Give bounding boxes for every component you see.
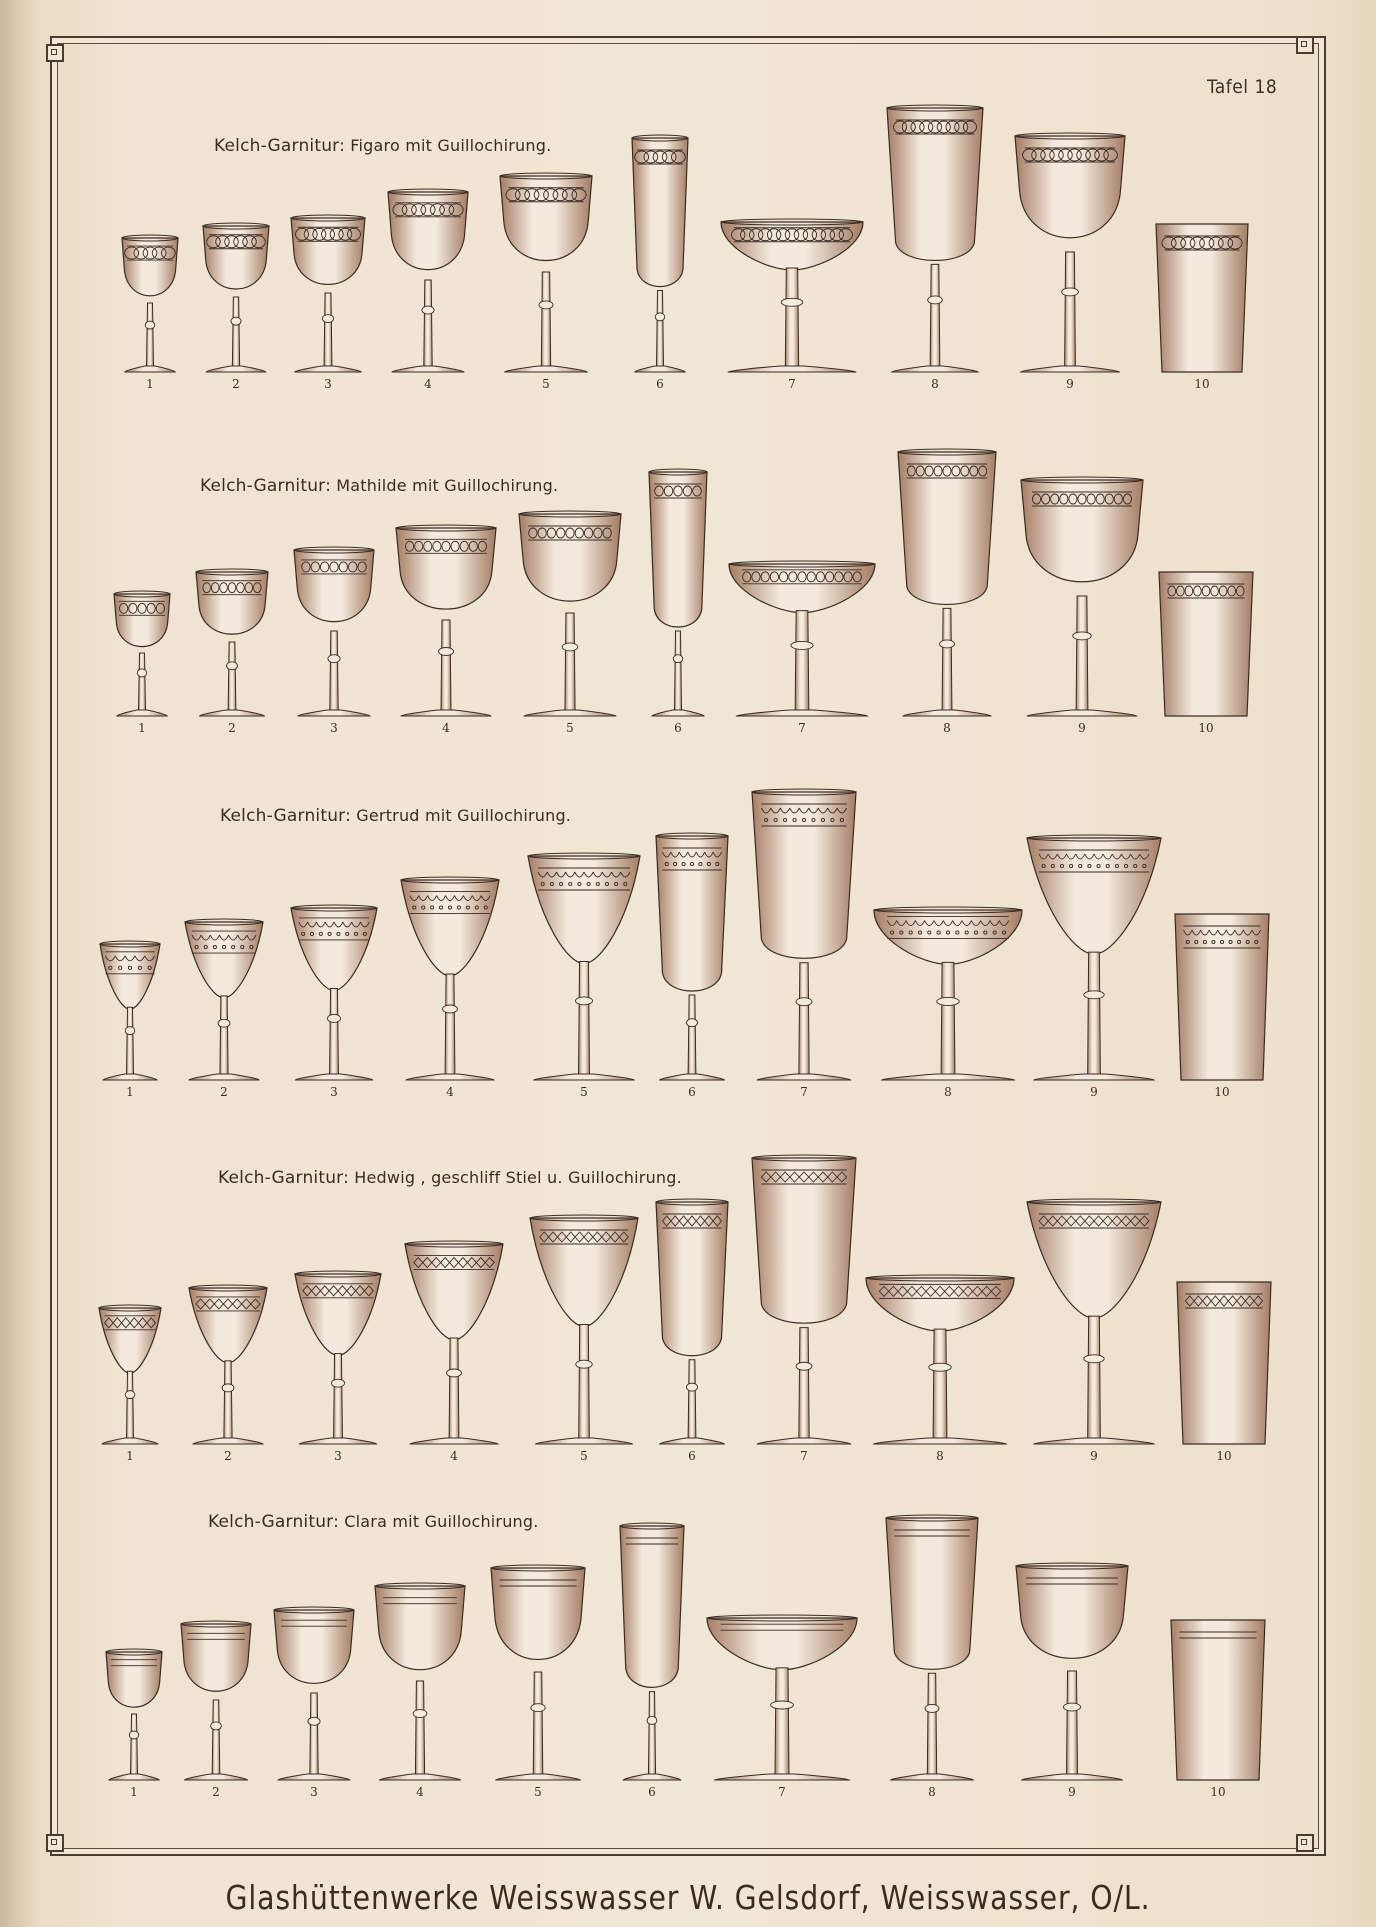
series-name: Clara [339, 1512, 393, 1531]
glass-cone-4 [405, 1241, 503, 1463]
item-number: 6 [648, 1785, 656, 1799]
item-number: 5 [534, 1785, 542, 1799]
frame-corner-ornament [46, 44, 64, 62]
item-number: 8 [936, 1449, 944, 1463]
glass-tall-8 [886, 1515, 978, 1799]
item-number: 10 [1194, 377, 1210, 391]
glass-wine-3 [294, 547, 374, 735]
item-number: 5 [580, 1449, 588, 1463]
glass-wine-3 [274, 1607, 354, 1799]
item-number: 7 [778, 1785, 786, 1799]
item-number: 1 [130, 1785, 138, 1799]
glass-wine-5 [491, 1565, 585, 1799]
item-number: 9 [1066, 377, 1074, 391]
glass-flute-6 [656, 1199, 728, 1463]
glass-cone-2 [189, 1285, 267, 1463]
glass-flute-6 [620, 1523, 684, 1799]
glass-wine-1 [122, 235, 178, 391]
item-number: 2 [232, 377, 240, 391]
item-number: 5 [542, 377, 550, 391]
series-name: Gertrud [351, 806, 425, 825]
glass-cone-3 [295, 1271, 381, 1463]
item-number: 4 [416, 1785, 424, 1799]
glass-coupe-8 [874, 907, 1022, 1099]
item-number: 5 [566, 721, 574, 735]
item-number: 10 [1216, 1449, 1232, 1463]
item-number: 6 [656, 377, 664, 391]
glass-wine-4 [375, 1583, 465, 1799]
item-number: 6 [674, 721, 682, 735]
glass-flute-6 [656, 833, 728, 1099]
item-number: 2 [224, 1449, 232, 1463]
item-number: 8 [943, 721, 951, 735]
glass-cone-1 [100, 941, 160, 1099]
glass-goblet-9 [1021, 477, 1143, 735]
series-title-prefix: Kelch-Garnitur: [200, 476, 331, 496]
glass-tumbler-10 [1171, 1620, 1265, 1799]
glass-tumbler-10 [1156, 224, 1248, 391]
series-title-prefix: Kelch-Garnitur: [218, 1168, 349, 1188]
glass-cone-5 [530, 1215, 638, 1463]
item-number: 3 [334, 1449, 342, 1463]
glass-cone-1 [99, 1305, 161, 1463]
item-number: 8 [931, 377, 939, 391]
item-number: 6 [688, 1085, 696, 1099]
glass-coupe-7 [721, 219, 863, 391]
glass-wine-3 [291, 215, 365, 391]
item-number: 9 [1078, 721, 1086, 735]
series-title-prefix: Kelch-Garnitur: [220, 806, 351, 826]
item-number: 2 [212, 1785, 220, 1799]
item-number: 10 [1214, 1085, 1230, 1099]
glass-row-2 [0, 455, 1376, 740]
item-number: 1 [126, 1085, 134, 1099]
item-number: 7 [800, 1085, 808, 1099]
series-title-prefix: Kelch-Garnitur: [208, 1512, 339, 1532]
item-number: 6 [688, 1449, 696, 1463]
glass-goblet-9 [1016, 1563, 1128, 1799]
glass-cone-3 [291, 905, 377, 1099]
glass-row-5 [0, 1490, 1376, 1804]
item-number: 7 [798, 721, 806, 735]
item-number: 5 [580, 1085, 588, 1099]
item-number: 9 [1068, 1785, 1076, 1799]
glass-tall-7 [752, 1155, 856, 1463]
frame-corner-ornament [1296, 1834, 1314, 1852]
glass-wine-1 [114, 591, 170, 735]
glass-tall-8 [887, 105, 983, 391]
glass-coupe-7 [707, 1615, 857, 1799]
glass-wine-2 [181, 1621, 251, 1799]
glass-tumbler-10 [1175, 914, 1269, 1099]
frame-corner-ornament [46, 1834, 64, 1852]
series-title-suffix: mit Guillochirung. [405, 136, 552, 155]
glass-tumbler-10 [1159, 572, 1253, 735]
frame-corner-ornament [1296, 36, 1314, 54]
item-number: 1 [146, 377, 154, 391]
item-number: 4 [442, 721, 450, 735]
series-name: Hedwig [349, 1168, 421, 1187]
item-number: 4 [450, 1449, 458, 1463]
item-number: 2 [220, 1085, 228, 1099]
series-title-suffix: mit Guillochirung. [392, 1512, 539, 1531]
publisher-footer: Glashüttenwerke Weisswasser W. Gelsdorf, Weisswasser, O/L. [225, 1878, 1151, 1917]
item-number: 3 [324, 377, 332, 391]
item-number: 10 [1210, 1785, 1226, 1799]
item-number: 8 [928, 1785, 936, 1799]
glass-cone-9 [1027, 835, 1161, 1099]
glass-row-3 [0, 780, 1376, 1104]
item-number: 4 [446, 1085, 454, 1099]
series-title-suffix: mit Guillochirung. [424, 806, 572, 825]
item-number: 3 [310, 1785, 318, 1799]
item-number: 10 [1198, 721, 1214, 735]
glass-goblet-9 [1015, 133, 1125, 391]
glass-wine-1 [106, 1649, 162, 1799]
glass-row-1 [0, 100, 1376, 396]
glass-cone-9 [1027, 1199, 1161, 1463]
glass-wine-5 [500, 173, 592, 391]
series-title-suffix: mit Guillochirung. [412, 476, 559, 495]
glass-coupe-8 [866, 1275, 1014, 1463]
item-number: 8 [944, 1085, 952, 1099]
glass-wine-2 [196, 569, 268, 735]
plate-number: Tafel 18 [1207, 76, 1278, 98]
glass-wine-5 [519, 511, 621, 735]
glass-cone-4 [401, 877, 499, 1099]
glass-wine-2 [203, 223, 269, 391]
item-number: 2 [228, 721, 236, 735]
glass-tumbler-10 [1177, 1282, 1271, 1463]
glass-cone-5 [528, 853, 640, 1099]
item-number: 3 [330, 721, 338, 735]
glass-cone-2 [185, 919, 263, 1099]
glass-wine-4 [388, 189, 468, 391]
series-title-suffix: , geschliff Stiel u. Guillochirung. [420, 1168, 682, 1187]
series-name: Figaro [345, 136, 406, 155]
glass-coupe-7 [729, 561, 875, 735]
item-number: 9 [1090, 1449, 1098, 1463]
glass-wine-4 [396, 525, 496, 735]
item-number: 7 [788, 377, 796, 391]
item-number: 7 [800, 1449, 808, 1463]
item-number: 1 [138, 721, 146, 735]
item-number: 1 [126, 1449, 134, 1463]
item-number: 9 [1090, 1085, 1098, 1099]
glass-flute-6 [649, 469, 707, 735]
glass-flute-6 [632, 135, 688, 391]
item-number: 3 [330, 1085, 338, 1099]
series-title-prefix: Kelch-Garnitur: [214, 136, 345, 156]
glass-tall-7 [752, 789, 856, 1099]
glass-row-4 [0, 1140, 1376, 1468]
glass-tall-8 [898, 449, 996, 735]
series-name: Mathilde [331, 476, 413, 495]
item-number: 4 [424, 377, 432, 391]
